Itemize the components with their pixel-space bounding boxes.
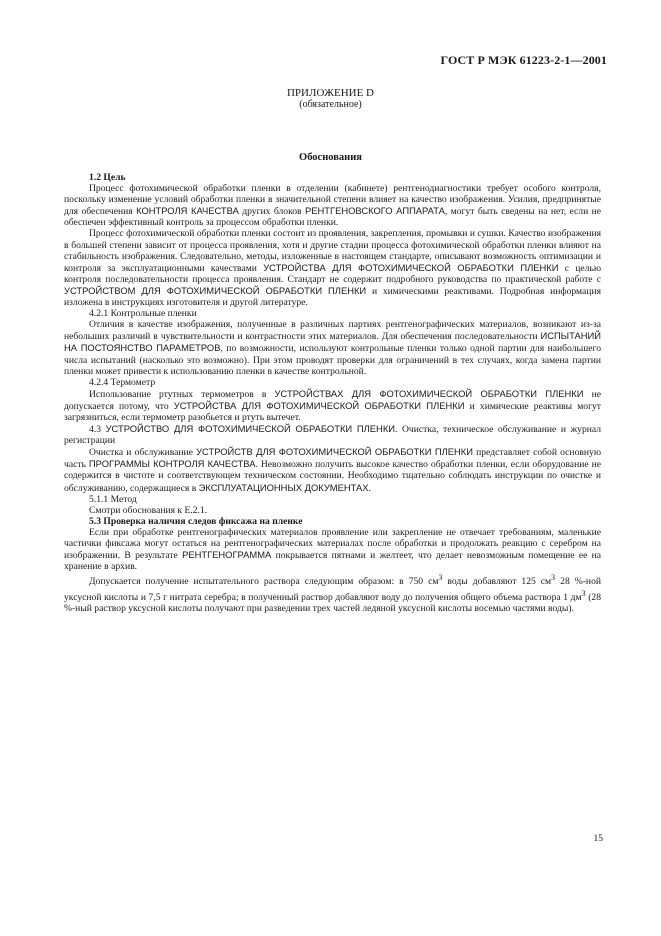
paragraph-5-3-a: Если при обработке рентгенографических материалов проявление или закрепление не отвечает требованиям, маленькие частички фиксажа могут остаться на рентгенографических материалах после обработки и продолжать реакцию с серебром на изображении. В результате РЕНТГЕНОГРАММА покрывается пятнами и желтеет, что делает невозможным помещение ее на хранение в архив. [64,526,601,573]
term-processors: УСТРОЙСТВА ДЛЯ ФОТОХИМИЧЕСКОЙ ОБРАБОТКИ ПЛЕНКИ [173,399,465,411]
section-heading-4-3: 4.3 УСТРОЙСТВО ДЛЯ ФОТОХИМИЧЕСКОЙ ОБРАБОТКИ ПЛЕНКИ. Очистка, техническое обслуживание и журнал регистрации [64,423,602,447]
document-body [64,172,601,614]
paragraph-5-1-1: Смотри обоснования к Е.2.1. [89,504,208,516]
term-operating-documents: ЭКСПЛУАТАЦИОННЫХ ДОКУМЕНТАХ [198,481,369,493]
paragraph-5-3-b: Допускается получение испытательного раствора следующим образом: в 750 $см^3$ воды добавляют 125 $см^3$ 28 %-ной уксусной кислоты и 7,5 г нитрата серебра; в полученный раствор добавляют воду до получения общего объема раствора 1 $дм^3$ (28 %-ный раствор уксусной кислоты получают при разведении трех частей ледяной уксусной кислоты восемью частями воды). [64,573,601,614]
term-constancy-tests: ИСПЫТАНИЙ НА ПОСТОЯНСТВО ПАРАМЕТРОВ [64,330,601,354]
paragraph-4-3: Очистка и обслуживание УСТРОЙСТВ ДЛЯ ФОТОХИМИЧЕСКОЙ ОБРАБОТКИ ПЛЕНКИ представляет собой основную часть ПРОГРАММЫ КОНТРОЛЯ КАЧЕСТВА. Невозможно получить высокое качество обработки пленки, если оборудование не содержится в чистоте и соответствующем техническом состоянии. Необходимо тщательно соблюдать инструкции по очистке и обслуживанию, содержащиеся в ЭКСПЛУАТАЦИОННЫХ ДОКУМЕНТАХ. [64,446,601,494]
paragraph-1-2-a: Процесс фотохимической обработки пленки в отделении (кабинете) рентгенодиагностики требует особого контроля, поскольку изменение условий обработки пленки в значительной степени влияет на качество изображения. Усилия, предпринятые для обеспечения КОНТРОЛЯ КАЧЕСТВА других блоков РЕНТГЕНОВСКОГО АППАРАТА, могут быть сведены на нет, если не обеспечен эффективный контроль за процессом обработки пленки. [64,183,602,229]
term-processors: УСТРОЙСТВАХ ДЛЯ ФОТОХИМИЧЕСКОЙ ОБРАБОТКИ ПЛЕНКИ [274,387,584,399]
section-heading-5-1-1: 5.1.1 Метод [89,493,137,505]
term-processors: УСТРОЙСТВ ДЛЯ ФОТОХИМИЧЕСКОЙ ОБРАБОТКИ ПЛЕНКИ [196,446,473,458]
term-quality-control: КОНТРОЛЯ КАЧЕСТВА [136,205,239,217]
document-title: Обоснования [299,152,362,163]
superscript: 3 [438,573,443,583]
paragraph-4-2-1: Отличия в качестве изображения, полученные в различных партиях рентгенографических материалов, возникают из-за небольших различий в чувствительности и контрастности этих материалов. Для обеспечения последовательности ИСПЫТАНИЙ НА ПОСТОЯНСТВО ПАРАМЕТРОВ, по возможности, используют контрольные пленки только одной партии для наибольшего числа испытаний (насколько это возможно). При этом проводят проверки для ограничений в тех случаях, когда замена партии пленки может привести к использованию пленки в качестве контрольной. [64,319,601,377]
term-processor: УСТРОЙСТВА ДЛЯ ФОТОХИМИЧЕСКОЙ ОБРАБОТКИ ПЛЕНКИ [263,261,559,273]
section-heading-4-2-1: 4.2.1 Контрольные пленки [89,308,197,320]
standard-code: ГОСТ Р МЭК 61223-2-1—2001 [440,53,607,67]
section-heading-4-2-4: 4.2.4 Термометр [89,376,156,388]
term-xray-apparatus: РЕНТГЕНОВСКОГО АППАРАТА [304,205,445,217]
superscript: 3 [581,588,586,598]
term-radiograph: РЕНТГЕНОГРАММА [182,549,272,561]
section-heading-1-2: 1.2 Цель [89,172,126,183]
appendix-title: ПРИЛОЖЕНИЕ D [286,87,374,99]
page-number: 15 [593,834,603,844]
section-heading-5-3: 5.3 Проверка наличия следов фиксажа на пленке [89,515,303,527]
term-processor: УСТРОЙСТВОМ ДЛЯ ФОТОХИМИЧЕСКОЙ ОБРАБОТКИ ПЛЕНКИ [64,284,367,296]
term-processor: УСТРОЙСТВО ДЛЯ ФОТОХИМИЧЕСКОЙ ОБРАБОТКИ ПЛЕНКИ [105,423,396,435]
paragraph-4-2-4: Использование ртутных термометров в УСТРОЙСТВАХ ДЛЯ ФОТОХИМИЧЕСКОЙ ОБРАБОТКИ ПЛЕНКИ не допускается потому, что УСТРОЙСТВА ДЛЯ ФОТОХИМИЧЕСКОЙ ОБРАБОТКИ ПЛЕНКИ и химические реактивы могут загрязниться, если термометр разобьется и ртуть вытечет. [64,387,602,423]
term-qc-program: ПРОГРАММЫ КОНТРОЛЯ КАЧЕСТВА [88,458,256,470]
superscript: 3 [551,573,556,583]
paragraph-1-2-b: Процесс фотохимической обработки пленки состоит из проявления, закрепления, промывки и сушки. Качество изображения в большей степени зависит от процесса проявления, хотя и другие стадии процесса фотохимической обработки пленки влияют на стабильность изображения. Следовательно, методы, изложенные в настоящем стандарте, описывают возможность оптимизации и контроля за эксплуатационными качествами УСТРОЙСТВА ДЛЯ ФОТОХИМИЧЕСКОЙ ОБРАБОТКИ ПЛЕНКИ с целью контроля последовательности процесса проявления. Стандарт не содержит подробного руководства по практической работе с УСТРОЙСТВОМ ДЛЯ ФОТОХИМИЧЕСКОЙ ОБРАБОТКИ ПЛЕНКИ и химическими реактивами. Подробная информация изложена в инструкциях изготовителя и другой литературе. [64,228,602,309]
appendix-subtitle: (обязательное) [299,99,362,110]
